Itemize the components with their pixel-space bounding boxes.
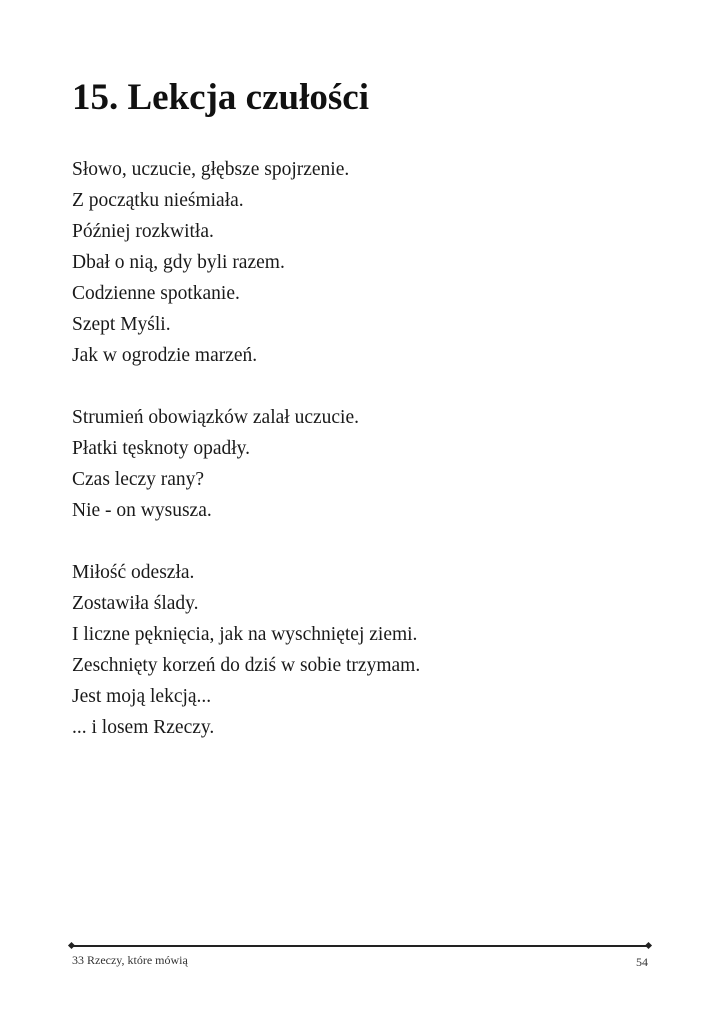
- poem-line: Codzienne spotkanie.: [72, 283, 240, 304]
- poem-line: Miłość odeszła.: [72, 562, 195, 583]
- poem-line: Jest moją lekcją...: [72, 686, 212, 707]
- poem-line: Zeschnięty korzeń do dziś w sobie trzymam.: [72, 655, 421, 676]
- poem-line: Zostawiła ślady.: [72, 593, 199, 614]
- poem-line: Słowo, uczucie, głębsze spojrzenie.: [72, 159, 350, 180]
- poem-body: [72, 154, 672, 774]
- poem-line: Dbał o nią, gdy byli razem.: [72, 252, 285, 273]
- stanza-3: [72, 557, 672, 743]
- poem-line: Jak w ogrodzie marzeń.: [72, 345, 258, 366]
- page-number: 54: [636, 955, 648, 969]
- chapter-title: 15. Lekcja czułości: [72, 77, 369, 118]
- footer-divider: [72, 945, 648, 947]
- poem-line: Później rozkwitła.: [72, 221, 214, 242]
- poem-line: ... i losem Rzeczy.: [72, 717, 215, 738]
- stanza-1: [72, 154, 672, 371]
- poem-line: I liczne pęknięcia, jak na wyschniętej ziemi.: [72, 624, 418, 645]
- poem-line: Nie - on wysusza.: [72, 500, 212, 521]
- poem-line: Czas leczy rany?: [72, 469, 205, 490]
- poem-line: Szept Myśli.: [72, 314, 171, 335]
- poem-line: Płatki tęsknoty opadły.: [72, 438, 251, 459]
- footer-book-title: 33 Rzeczy, które mówią: [72, 953, 188, 967]
- stanza-2: [72, 402, 672, 526]
- poem-line: Strumień obowiązków zalał uczucie.: [72, 407, 359, 428]
- poem-line: Z początku nieśmiała.: [72, 190, 244, 211]
